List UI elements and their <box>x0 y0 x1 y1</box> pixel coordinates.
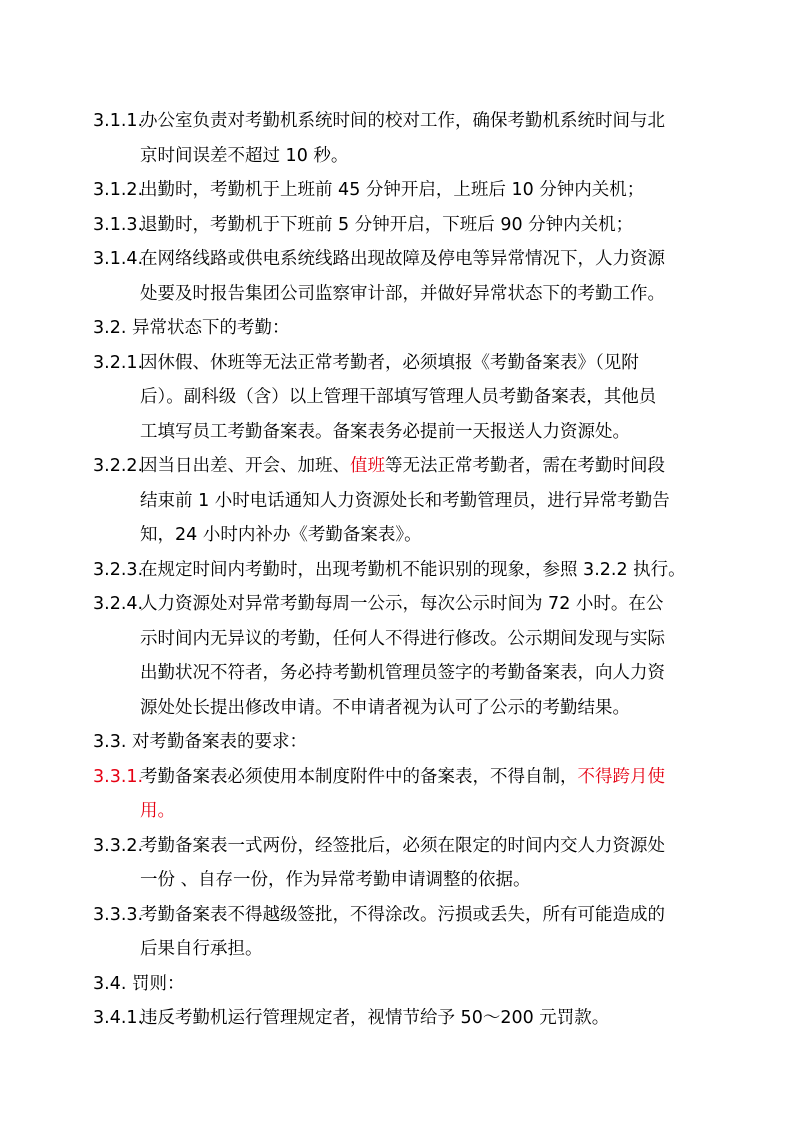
clause-line: 后）。副科级（含）以上管理干部填写管理人员考勤备案表，其他员 <box>140 387 657 407</box>
clause-line: 在网络线路或供电系统线路出现故障及停电等异常情况下，人力资源 <box>140 249 665 269</box>
clause-text <box>140 1001 703 1036</box>
clause-line: 考勤备案表一式两份，经签批后，必须在限定的时间内交人力资源处 <box>140 835 665 856</box>
clause-3-1-2 <box>93 173 703 208</box>
clause-3-1-4 <box>93 242 703 311</box>
clause-number: 3.2.2. <box>93 456 144 476</box>
clause-3-2-2 <box>93 449 703 553</box>
clause-line: 后果自行承担。 <box>140 939 263 959</box>
clause-text <box>140 587 703 725</box>
clause-line: 违反考勤机运行管理规定者，视情节给予 50～200 元罚款。 <box>140 1008 610 1028</box>
clause-number: 3.1.3. <box>93 214 144 235</box>
clause-number: 3.3.2. <box>93 835 144 856</box>
clause-3-1-1 <box>93 104 703 173</box>
clause-line: 源处处长提出修改申请。不申请者视为认可了公示的考勤结果。 <box>140 697 630 718</box>
clause-line: 在规定时间内考勤时，出现考勤机不能识别的现象，参照 3.2.2 执行。 <box>140 559 686 580</box>
highlighted-text: 不得跨月使 <box>577 766 665 787</box>
section-heading-3-4: 3.4. 罚则： <box>93 973 185 994</box>
clause-line: 处要及时报告集团公司监察审计部，并做好异常状态下的考勤工作。 <box>140 283 665 304</box>
clause-3-4-1 <box>93 1001 703 1036</box>
clause-number: 3.4.1. <box>93 1008 144 1028</box>
clause-number: 3.2.1. <box>93 352 144 373</box>
clause-number: 3.1.1. <box>93 111 144 131</box>
clause-line: 出勤状况不符者，务必持考勤机管理员签字的考勤备案表，向人力资 <box>140 663 665 683</box>
clause-text-segment: 因当日出差、开会、加班、 <box>140 456 350 476</box>
clause-number: 3.2.3. <box>93 559 144 580</box>
clause-3-1-3 <box>93 208 703 243</box>
clause-line: 因休假、休班等无法正常考勤者，必须填报《考勤备案表》（见附 <box>140 352 639 373</box>
clause-text <box>140 449 703 553</box>
clause-line <box>140 449 703 484</box>
clause-3-2-3 <box>93 553 703 588</box>
clause-text-segment: 考勤备案表必须使用本制度附件中的备案表，不得自制， <box>140 766 578 787</box>
clause-line: 工填写员工考勤备案表。备案表务必提前一天报送人力资源处。 <box>140 421 630 442</box>
clause-number: 3.1.2. <box>93 180 144 200</box>
clause-line: 退勤时，考勤机于下班前 5 分钟开启，下班后 90 分钟内关机； <box>140 214 634 235</box>
clause-3-2-1 <box>93 346 703 450</box>
document-body <box>93 104 703 1036</box>
clause-number: 3.1.4. <box>93 249 144 269</box>
clause-text <box>140 242 703 311</box>
clause-text <box>140 553 703 588</box>
clause-number: 3.2.4. <box>93 594 144 614</box>
clause-line <box>140 760 703 795</box>
clause-3-3-1 <box>93 760 703 829</box>
clause-line: 人力资源处对异常考勤每周一公示，每次公示时间为 72 小时。在公 <box>140 594 664 614</box>
clause-line: 京时间误差不超过 10 秒。 <box>140 145 349 166</box>
clause-line: 结束前 1 小时电话通知人力资源处长和考勤管理员，进行异常考勤告 <box>140 490 670 511</box>
clause-text <box>140 898 703 967</box>
clause-number: 3.3.1. <box>93 766 144 787</box>
clause-line: 考勤备案表不得越级签批，不得涂改。污损或丢失，所有可能造成的 <box>140 904 665 925</box>
section-heading-3-2: 3.2. 异常状态下的考勤： <box>93 318 290 338</box>
clause-text <box>140 760 703 829</box>
clause-text <box>140 104 703 173</box>
clause-3-3-2 <box>93 829 703 898</box>
clause-3-3-3 <box>93 898 703 967</box>
clause-line: 办公室负责对考勤机系统时间的校对工作，确保考勤机系统时间与北 <box>140 111 665 131</box>
highlighted-text: 值班 <box>350 456 385 476</box>
clause-text <box>140 208 703 243</box>
clause-line: 示时间内无异议的考勤，任何人不得进行修改。公示期间发现与实际 <box>140 628 665 649</box>
clause-3-2-4 <box>93 587 703 725</box>
highlighted-text: 用。 <box>140 801 175 821</box>
clause-line: 出勤时，考勤机于上班前 45 分钟开启，上班后 10 分钟内关机； <box>140 180 645 200</box>
clause-text <box>140 346 703 450</box>
clause-text-segment: 等无法正常考勤者，需在考勤时间段 <box>385 456 665 476</box>
clause-number: 3.3.3. <box>93 904 144 925</box>
clause-line: 一份 、自存一份，作为异常考勤申请调整的依据。 <box>140 870 531 890</box>
section-heading-3-3: 3.3. 对考勤备案表的要求： <box>93 732 307 752</box>
clause-text <box>140 829 703 898</box>
clause-line: 知，24 小时内补办《考勤备案表》。 <box>140 525 422 545</box>
clause-text <box>140 173 703 208</box>
